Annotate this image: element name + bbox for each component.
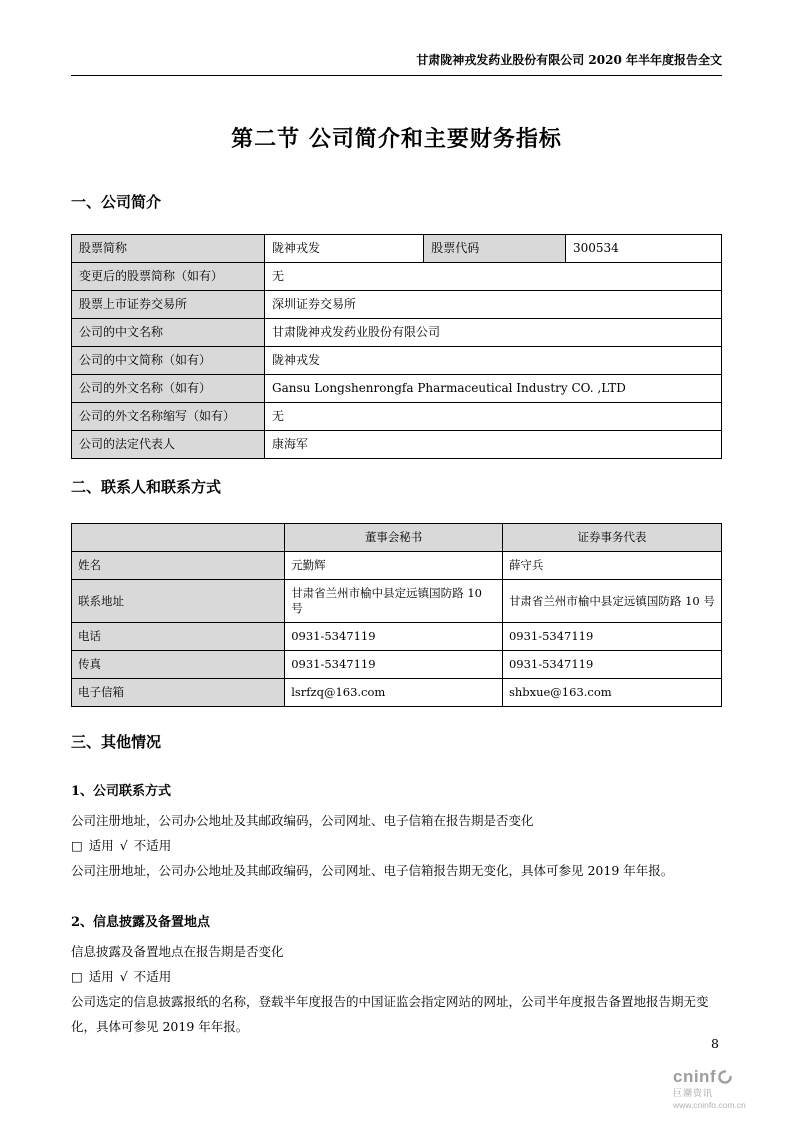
table-row xyxy=(72,552,722,580)
table-row xyxy=(72,375,722,403)
page-title: 第二节 公司简介和主要财务指标 xyxy=(231,126,562,152)
company-profile-table xyxy=(71,234,722,459)
securities-rep-header-cell: 证券事务代表 xyxy=(502,524,721,552)
table-row xyxy=(72,651,722,679)
table-cell-value: 0931-5347119 xyxy=(502,623,721,651)
page-number: 8 xyxy=(711,1036,719,1051)
table-cell-value: 深圳证券交易所 xyxy=(265,291,722,319)
stock-abbr-value-cell: 陇神戎发 xyxy=(265,235,424,263)
table-row xyxy=(72,679,722,707)
cninfo-chinese-name: 巨潮资讯 xyxy=(673,1087,714,1098)
table-row xyxy=(72,319,722,347)
table-cell-label: 股票上市证券交易所 xyxy=(72,291,265,319)
subsection-2-heading: 2、信息披露及备置地点 xyxy=(71,915,211,930)
stock-code-label-cell: 股票代码 xyxy=(424,235,566,263)
table-cell-label: 公司的外文名称（如有） xyxy=(72,375,265,403)
table-cell-label: 公司的中文简称（如有） xyxy=(72,347,265,375)
cninfo-logo-wordmark xyxy=(673,1068,765,1087)
sub2-applicability-line xyxy=(71,964,722,989)
table-cell-label: 电话 xyxy=(72,623,285,651)
table-cell-value: 薛守兵 xyxy=(502,552,721,580)
table-cell-value: 康海军 xyxy=(265,431,722,459)
table-row xyxy=(72,431,722,459)
board-secretary-header-cell: 董事会秘书 xyxy=(285,524,503,552)
checkmark-icon: √ xyxy=(119,969,128,984)
stock-code-value-cell: 300534 xyxy=(565,235,721,263)
table-row xyxy=(72,623,722,651)
table-row xyxy=(72,524,722,552)
table-cell-value: 0931-5347119 xyxy=(502,651,721,679)
table-cell-value: lsrfzq@163.com xyxy=(285,679,503,707)
sub2-question: 信息披露及备置地点在报告期是否变化 xyxy=(71,944,284,959)
table-cell-label: 传真 xyxy=(72,651,285,679)
sub1-question: 公司注册地址，公司办公地址及其邮政编码，公司网址、电子信箱在报告期是否变化 xyxy=(71,813,534,828)
cninfo-logo-text: cninf xyxy=(673,1067,717,1086)
table-cell-value: Gansu Longshenrongfa Pharmaceutical Industry CO. ,LTD xyxy=(265,375,722,403)
stock-abbr-label-cell: 股票简称 xyxy=(72,235,265,263)
section-3-heading: 三、其他情况 xyxy=(71,733,162,751)
table-row xyxy=(72,347,722,375)
table-cell-value: shbxue@163.com xyxy=(502,679,721,707)
table-cell-value: 甘肃省兰州市榆中县定远镇国防路 10 号 xyxy=(285,580,503,623)
table-row xyxy=(72,580,722,623)
cninfo-url: www.cninfo.com.cn xyxy=(673,1099,746,1110)
table-cell-value: 甘肃省兰州市榆中县定远镇国防路 10 号 xyxy=(502,580,721,623)
table-row xyxy=(72,291,722,319)
table-cell-value: 陇神戎发 xyxy=(265,347,722,375)
checkbox-unchecked-icon: □ xyxy=(71,838,83,853)
table-cell-value: 无 xyxy=(265,263,722,291)
checkbox-unchecked-icon: □ xyxy=(71,969,83,984)
report-header-title: 甘肃陇神戎发药业股份有限公司 2020 年半年度报告全文 xyxy=(416,53,722,67)
table-cell-label: 公司的中文名称 xyxy=(72,319,265,347)
table-row xyxy=(72,403,722,431)
applicable-label: 适用 xyxy=(88,838,114,853)
table-cell-label: 公司的法定代表人 xyxy=(72,431,265,459)
sub2-answer: 公司选定的信息披露报纸的名称，登载半年度报告的中国证监会指定网站的网址，公司半年度报告备置地报告期无变化，具体可参见 2019 年年报。 xyxy=(71,994,709,1034)
not-applicable-label: 不适用 xyxy=(133,969,172,984)
subsection-1-heading: 1、公司联系方式 xyxy=(71,784,172,799)
not-applicable-label: 不适用 xyxy=(133,838,172,853)
table-cell-value: 无 xyxy=(265,403,722,431)
table-cell-value: 元勤辉 xyxy=(285,552,503,580)
table-cell-label: 电子信箱 xyxy=(72,679,285,707)
table-cell-label: 公司的外文名称缩写（如有） xyxy=(72,403,265,431)
table-cell-label: 姓名 xyxy=(72,552,285,580)
table-row xyxy=(72,235,722,263)
checkmark-icon: √ xyxy=(119,838,128,853)
section-2-heading: 二、联系人和联系方式 xyxy=(71,478,222,496)
sub1-applicability-line xyxy=(71,833,722,858)
table-cell-value: 0931-5347119 xyxy=(285,623,503,651)
section-1-heading: 一、公司简介 xyxy=(71,193,162,211)
sub1-answer: 公司注册地址，公司办公地址及其邮政编码，公司网址、电子信箱报告期无变化，具体可参见 2019 年年报。 xyxy=(71,863,674,878)
table-cell-label: 变更后的股票简称（如有） xyxy=(72,263,265,291)
contacts-table xyxy=(71,523,722,707)
table-cell-label: 联系地址 xyxy=(72,580,285,623)
applicable-label: 适用 xyxy=(88,969,114,984)
cninfo-swirl-icon xyxy=(718,1070,732,1084)
table-corner-cell xyxy=(72,524,285,552)
report-header xyxy=(71,0,722,68)
table-cell-value: 0931-5347119 xyxy=(285,651,503,679)
cninfo-logo xyxy=(673,1068,765,1110)
header-divider xyxy=(71,75,722,76)
table-row xyxy=(72,263,722,291)
table-cell-value: 甘肃陇神戎发药业股份有限公司 xyxy=(265,319,722,347)
